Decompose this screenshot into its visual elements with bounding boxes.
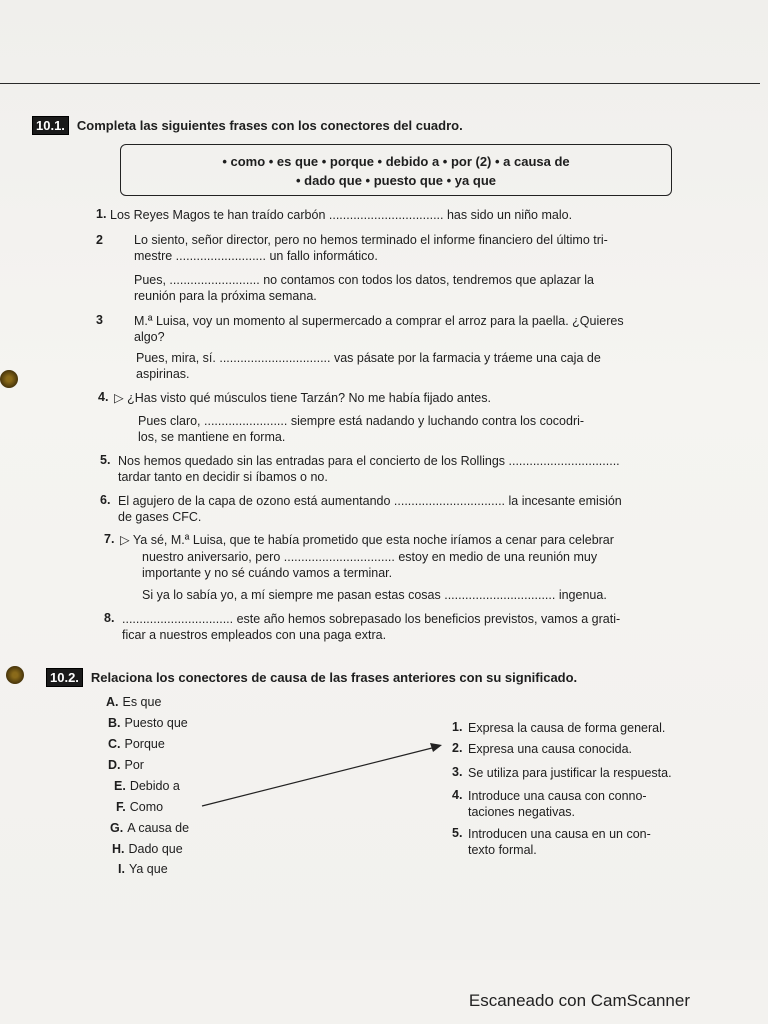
connector-letter: G.: [110, 821, 124, 835]
connector-label: Ya que: [128, 862, 168, 876]
connectors-line-2: • dado que • puesto que • ya que: [295, 173, 496, 188]
scanner-watermark: Escaneado con CamScanner: [468, 991, 690, 1010]
meaning-text: Introducen una causa en un con-: [468, 827, 651, 841]
item-text: ficar a nuestros empleados con una paga extra.: [122, 628, 387, 642]
connector-letter: A.: [106, 695, 119, 709]
meaning-text: texto formal.: [468, 843, 537, 857]
item-number: 4.: [98, 390, 109, 404]
connector-letter: C.: [108, 737, 121, 751]
connector-label: Porque: [124, 737, 165, 751]
item-number: 2: [96, 233, 103, 247]
item-text: mestre .......................... un fallo informático.: [134, 249, 378, 263]
connector-label: Puesto que: [124, 716, 188, 730]
connector-label: Dado que: [128, 842, 183, 856]
item-number: 7.: [104, 532, 115, 546]
item-text: ▷ ¿Has visto qué músculos tiene Tarzán? No me había fijado antes.: [114, 391, 491, 405]
item-text: Pues, mira, sí. ................................ vas pásate por la farmacia y tráeme una caja de: [136, 351, 601, 365]
meaning-text: Introduce una causa con conno-: [468, 789, 647, 803]
item-text: Lo siento, señor director, pero no hemos terminado el informe financiero del último tri-: [134, 233, 608, 247]
arrowhead-icon: [430, 743, 442, 752]
meaning-text: Expresa una causa conocida.: [468, 742, 632, 756]
connector-letter: F.: [116, 800, 126, 814]
connector-letter: H.: [112, 842, 125, 856]
meaning-text: taciones negativas.: [468, 805, 576, 819]
item-text: ................................ este año hemos sobrepasado los beneficios previstos, vamos a grati-: [122, 612, 621, 626]
item-number: 1.: [96, 207, 107, 221]
item-number: 6.: [100, 493, 111, 507]
item-text: Pues, .......................... no contamos con todos los datos, tendremos que aplazar la: [134, 273, 594, 287]
connector-label: Es que: [122, 695, 162, 709]
meaning-text: Expresa la causa de forma general.: [468, 721, 666, 735]
connector-label: Por: [124, 758, 144, 772]
connector-letter: D.: [108, 758, 121, 772]
meaning-number: 1.: [452, 720, 463, 734]
item-text: ▷ Ya sé, M.ª Luisa, que te había prometido que esta noche iríamos a cenar para celebrar: [120, 533, 614, 547]
section-title: Relaciona los conectores de causa de las frases anteriores con su significado.: [90, 670, 578, 685]
section-badge: 10.2.: [46, 668, 83, 687]
connector-letter: I.: [118, 862, 125, 876]
meaning-number: 3.: [452, 765, 463, 779]
meaning-number: 4.: [452, 788, 463, 802]
item-number: 5.: [100, 453, 111, 467]
item-text: M.ª Luisa, voy un momento al supermercado a comprar el arroz para la paella. ¿Quieres: [134, 314, 624, 328]
item-text: reunión para la próxima semana.: [134, 289, 317, 303]
item-text: importante y no sé cuándo vamos a terminar.: [142, 566, 393, 580]
meaning-text: Se utiliza para justificar la respuesta.: [468, 766, 672, 780]
item-text: algo?: [134, 330, 165, 344]
connectors-line-1: • como • es que • porque • debido a • por (2) • a causa de: [222, 154, 570, 169]
item-text: aspirinas.: [136, 367, 190, 381]
connector-letter: B.: [108, 716, 121, 730]
connector-letter: E.: [114, 779, 126, 793]
item-text: de gases CFC.: [118, 510, 202, 524]
item-text: nuestro aniversario, pero ................................ estoy en medio de una reunión muy: [142, 550, 598, 564]
item-number: 3: [96, 313, 103, 327]
section-title: Completa las siguientes frases con los conectores del cuadro.: [76, 118, 463, 133]
item-text: Pues claro, ........................ siempre está nadando y luchando contra los cocodri-: [138, 414, 585, 428]
meaning-number: 5.: [452, 826, 463, 840]
connector-label: Debido a: [129, 779, 180, 793]
item-text: Nos hemos quedado sin las entradas para el concierto de los Rollings ................................: [118, 454, 620, 468]
item-text: los, se mantiene en forma.: [138, 430, 286, 444]
connector-label: Como: [129, 800, 164, 814]
item-text: Si ya lo sabía yo, a mí siempre me pasan estas cosas ................................ ingenua.: [142, 588, 607, 602]
meaning-number: 2.: [452, 741, 463, 755]
connector-label: A causa de: [127, 821, 190, 835]
item-text: tardar tanto en decidir si íbamos o no.: [118, 470, 328, 484]
item-number: 8.: [104, 611, 115, 625]
section-badge: 10.1.: [32, 116, 69, 135]
item-text: El agujero de la capa de ozono está aumentando ................................ la incesante emisión: [118, 494, 622, 508]
item-text: Los Reyes Magos te han traído carbón ................................. has sido un niño malo.: [110, 208, 573, 222]
